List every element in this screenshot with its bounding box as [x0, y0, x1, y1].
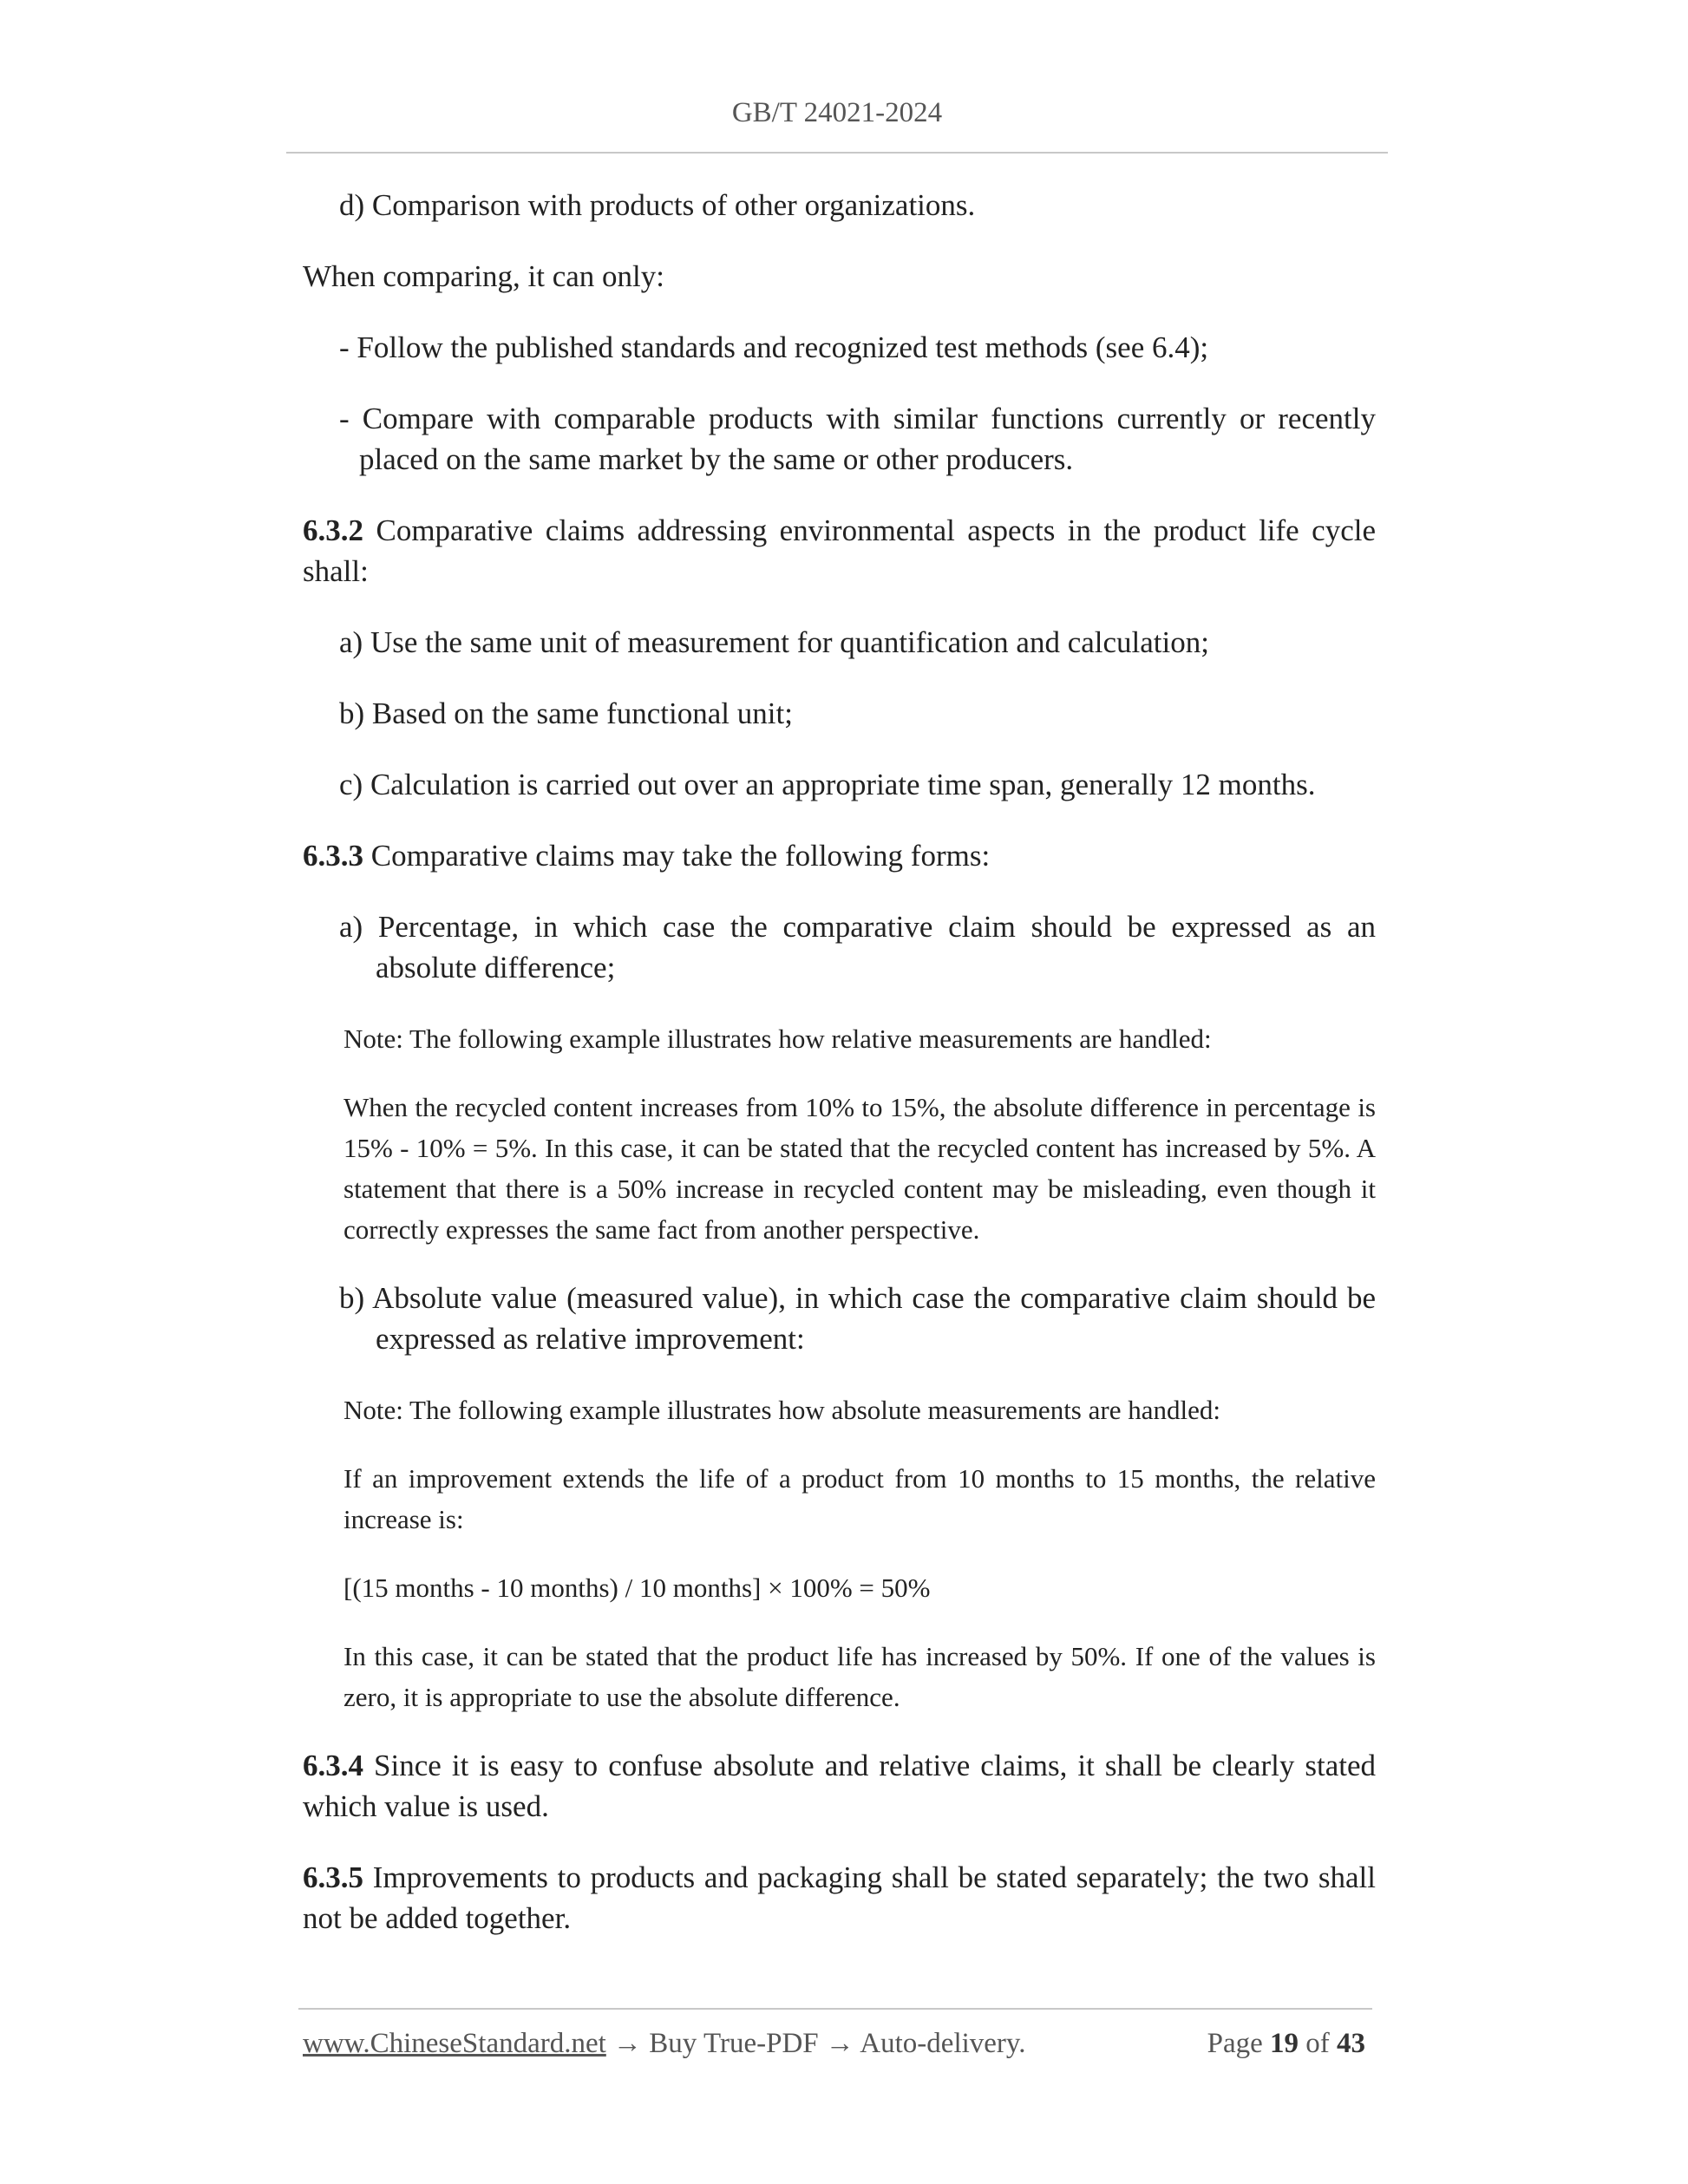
page-label: Page [1207, 2028, 1263, 2059]
footer-tagline: → Buy True-PDF → Auto-delivery. [605, 2028, 1026, 2059]
clause-text: Comparative claims addressing environmental aspects in the product life cycle shall: [303, 513, 1377, 588]
footer-divider [298, 2008, 1372, 2010]
document-header: GB/T 24021-2024 [731, 97, 943, 128]
list-item-d: d) Comparison with products of other organizations. [339, 188, 976, 222]
page-indicator [1207, 2028, 1365, 2060]
clause-6-3-2 [303, 510, 1376, 592]
clause-6-3-4 [303, 1745, 1376, 1827]
note-title: Note: The following example illustrates how relative measurements are handled: [343, 1023, 1212, 1054]
page-number: 19 [1270, 2028, 1299, 2059]
clause-number: 6.3.2 [303, 513, 363, 547]
note-body: If an improvement extends the life of a product from 10 months to 15 months, the relative increase is: [343, 1463, 1376, 1534]
list-item-a-percentage: a) Percentage, in which case the comparative claim should be expressed as an absolute difference; [339, 910, 1376, 984]
clause-text: Comparative claims may take the following forms: [370, 839, 991, 873]
note-conclusion: In this case, it can be stated that the product life has increased by 50%. If one of the values is zero, it is appropriate to use the absolute difference. [343, 1641, 1376, 1712]
clause-6-3-3 [303, 835, 1376, 876]
formula: [(15 months - 10 months) / 10 months] × 100% = 50% [343, 1573, 931, 1603]
paragraph-when-comparing: When comparing, it can only: [303, 259, 664, 293]
clause-number: 6.3.5 [303, 1860, 363, 1894]
list-item-b-absolute: b) Absolute value (measured value), in which case the comparative claim should be expressed as relative improvement: [339, 1281, 1376, 1356]
note-title: Note: The following example illustrates how absolute measurements are handled: [343, 1395, 1220, 1425]
clause-text: Since it is easy to confuse absolute and relative claims, it shall be clearly stated which value is used. [303, 1749, 1377, 1823]
website-link[interactable]: www.ChineseStandard.net [303, 2028, 606, 2059]
clause-number: 6.3.3 [303, 839, 363, 873]
clause-text: Improvements to products and packaging shall be stated separately; the two shall not be added together. [303, 1860, 1376, 1935]
dash-item-2: - Compare with comparable products with similar functions currently or recently placed on the same market by the same or other producers. [339, 402, 1376, 476]
footer-link-group [303, 2028, 1026, 2060]
page-content [303, 185, 1376, 1939]
note-body: When the recycled content increases from 10% to 15%, the absolute difference in percentage is 15% - 10% = 5%. In this case, it can be stated that the recycled content has increased by 5%. A statement that there is a 50% increase in recycled content may be misleading, even though it correctly expresses the same fact from another perspective. [343, 1092, 1376, 1245]
dash-item-1: - Follow the published standards and recognized test methods (see 6.4); [339, 330, 1209, 364]
clause-number: 6.3.4 [303, 1749, 363, 1782]
page-footer [303, 2028, 1365, 2060]
clause-6-3-5 [303, 1857, 1376, 1939]
list-item-a: a) Use the same unit of measurement for quantification and calculation; [339, 625, 1209, 659]
of-label: of [1305, 2028, 1330, 2059]
page-total: 43 [1337, 2028, 1365, 2059]
list-item-c: c) Calculation is carried out over an appropriate time span, generally 12 months. [339, 768, 1316, 801]
header-divider [286, 152, 1388, 154]
list-item-b: b) Based on the same functional unit; [339, 696, 793, 730]
